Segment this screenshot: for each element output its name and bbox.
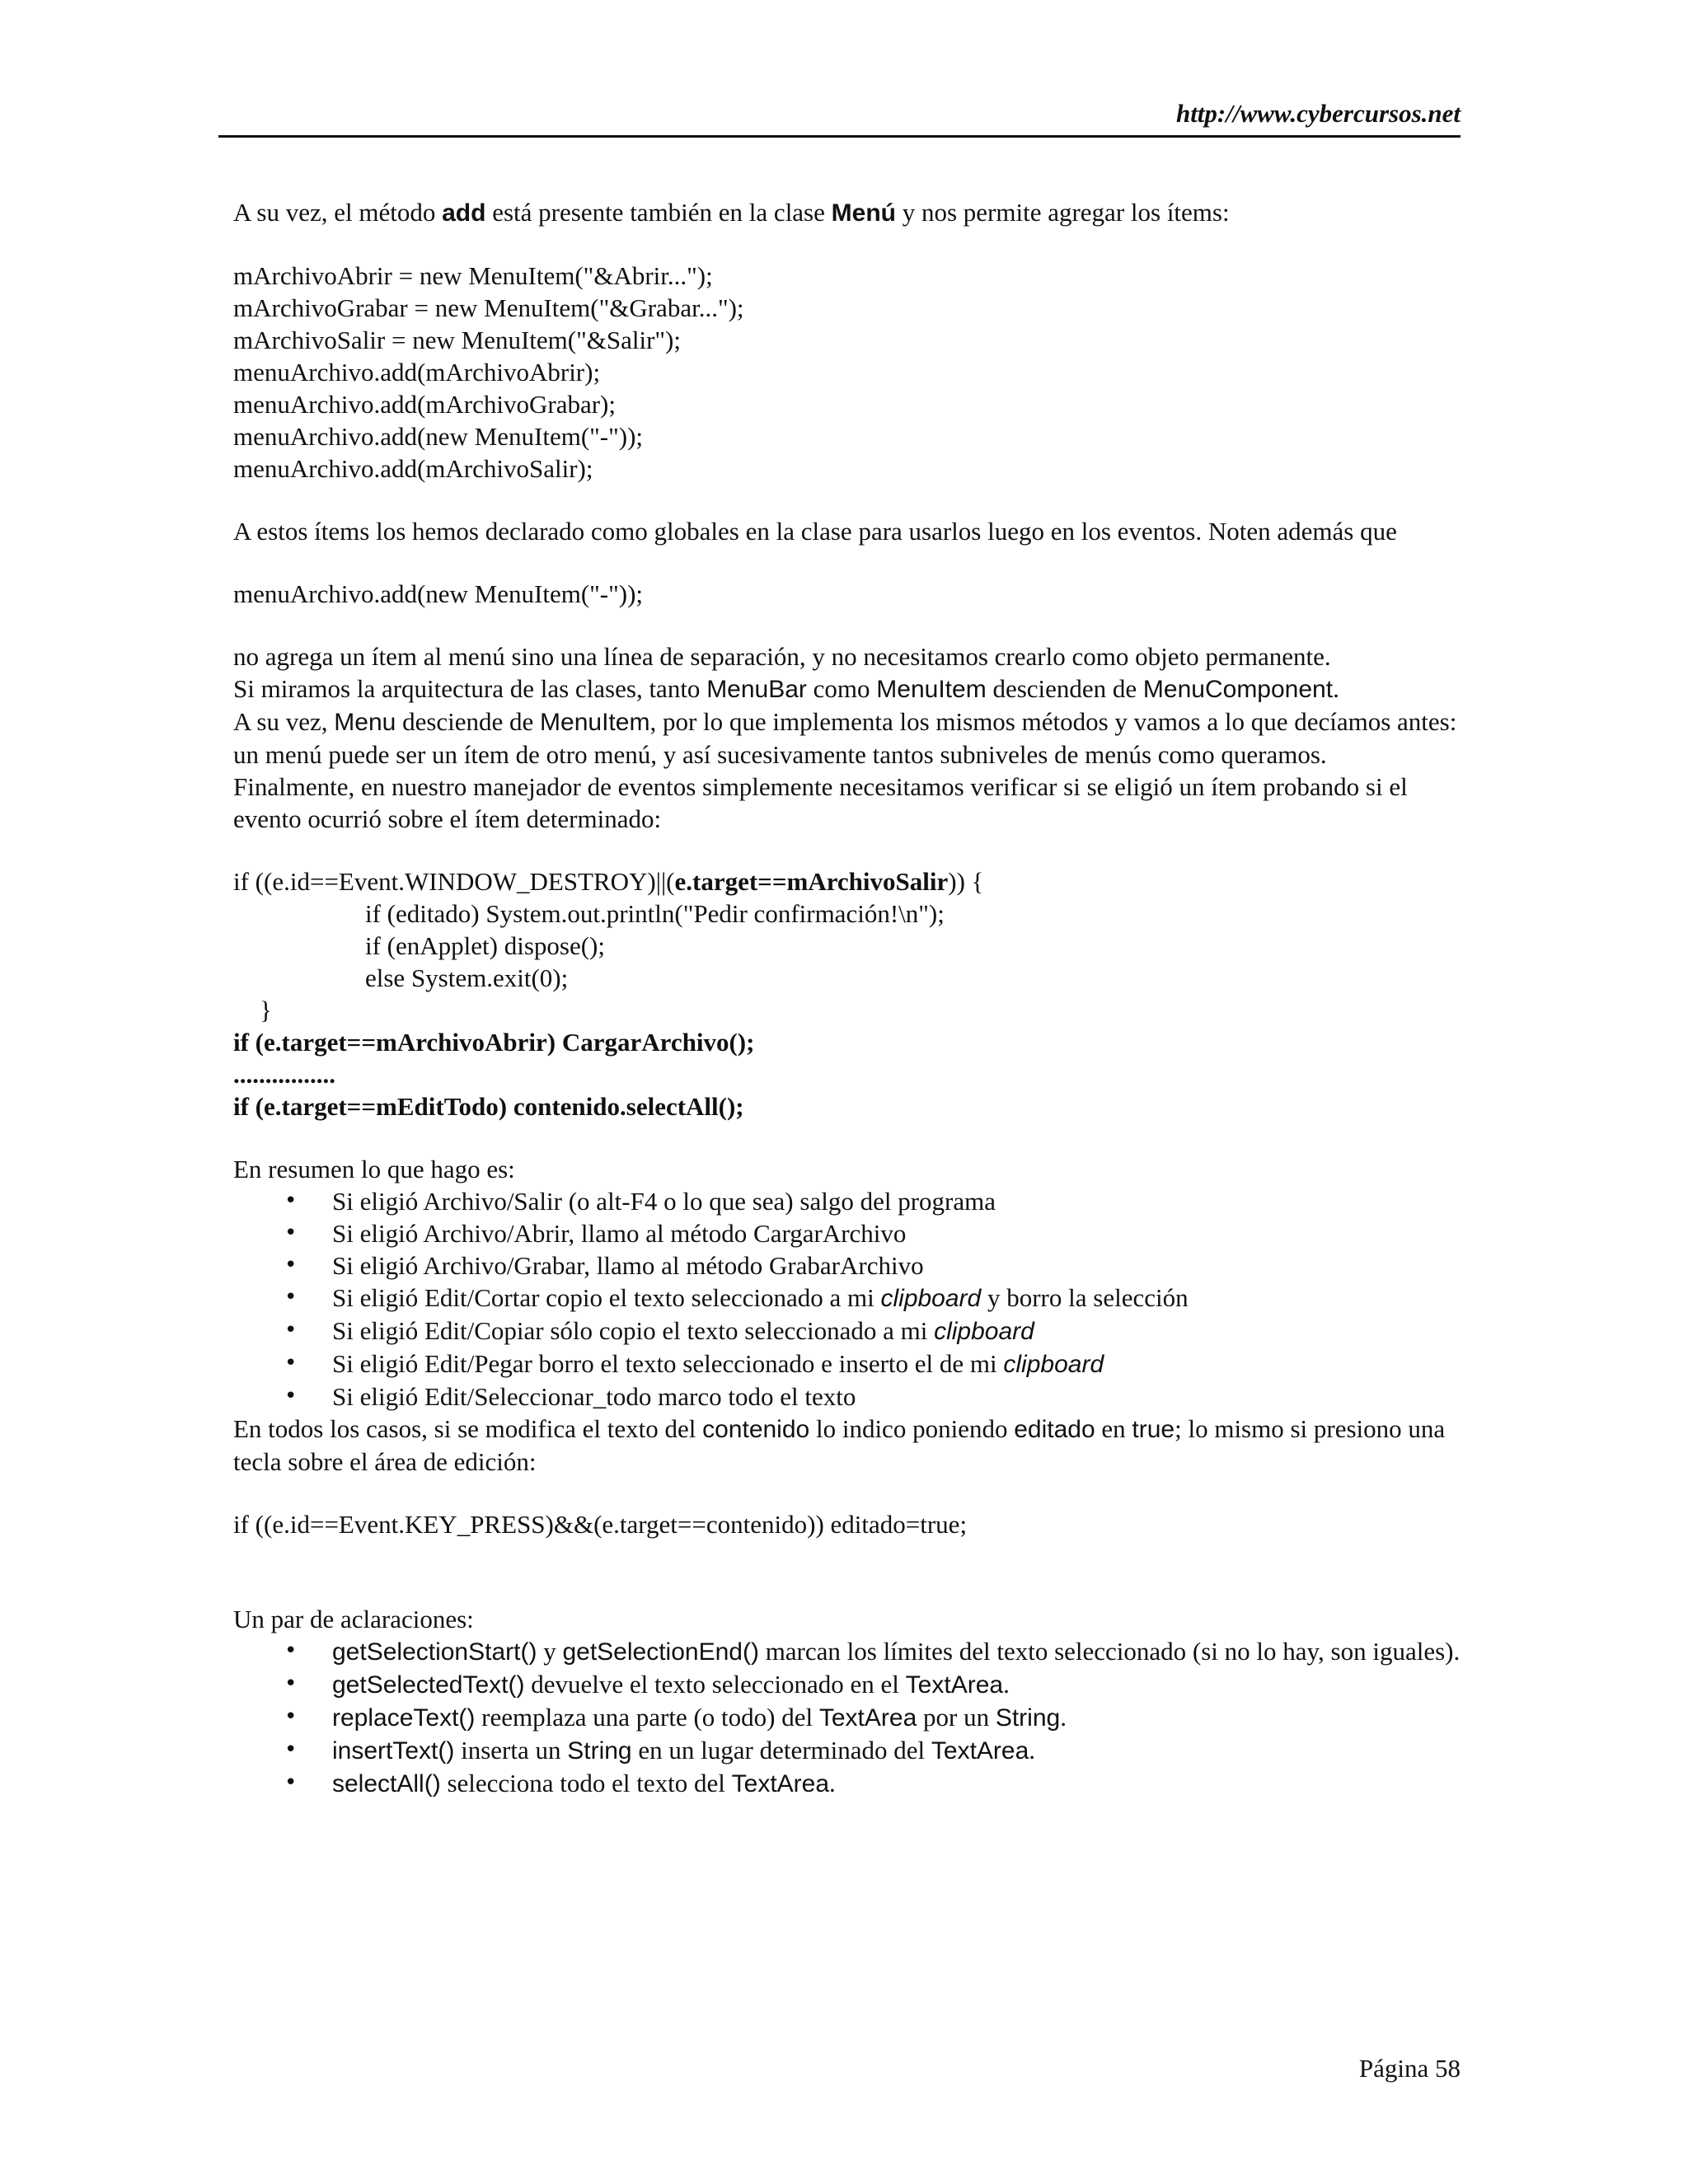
code-block-event-handler xyxy=(233,865,1461,1122)
code-span-bold: e.target==mArchivoSalir xyxy=(674,867,949,896)
list-item-text: selecciona todo el texto del xyxy=(440,1769,732,1797)
spacer xyxy=(233,1540,1461,1603)
list-item-text: devuelve el texto seleccionado en el xyxy=(524,1670,906,1699)
list-item-text: y xyxy=(537,1637,563,1666)
method-name: selectAll() xyxy=(332,1770,441,1797)
text-span: en xyxy=(1095,1414,1132,1443)
notes-list xyxy=(233,1635,1461,1800)
bullet-icon: • xyxy=(284,1285,298,1310)
list-item-text: y borro la selección xyxy=(981,1283,1189,1312)
list-item xyxy=(233,1701,1461,1734)
bullet-icon: • xyxy=(284,1638,298,1663)
list-item xyxy=(233,1734,1461,1767)
code-line: mArchivoAbrir = new MenuItem("&Abrir..."); xyxy=(233,261,713,290)
keyword-menu: Menú xyxy=(831,199,896,227)
code-line: if (editado) System.out.println("Pedir confirmación!\n"); xyxy=(365,899,945,928)
text-span: desciende de xyxy=(396,707,541,736)
code-line: ................ xyxy=(233,1060,335,1089)
code-line: mArchivoGrabar = new MenuItem("&Grabar..."); xyxy=(233,293,744,322)
class-name: TextArea xyxy=(931,1737,1029,1765)
keyword-clipboard: clipboard xyxy=(934,1318,1034,1345)
class-name: String xyxy=(995,1704,1061,1732)
page-header-url: http://www.cybercursos.net xyxy=(1175,99,1461,128)
class-name: TextArea xyxy=(818,1704,917,1732)
list-item-text: Si eligió Edit/Cortar copio el texto seleccionado a mi xyxy=(332,1283,881,1312)
list-item-text: reemplaza una parte (o todo) del xyxy=(475,1703,819,1732)
keyword-true: true xyxy=(1132,1416,1175,1443)
text-span: A su vez, xyxy=(233,707,335,736)
class-menucomponent: MenuComponent xyxy=(1142,676,1334,703)
class-menuitem: MenuItem xyxy=(876,676,987,703)
summary-list xyxy=(233,1185,1461,1413)
text-span: En todos los casos, si se modifica el texto del xyxy=(233,1414,703,1443)
class-menubar: MenuBar xyxy=(706,676,807,703)
list-item xyxy=(233,1282,1461,1315)
code-line: menuArchivo.add(mArchivoAbrir); xyxy=(233,358,601,387)
spacer xyxy=(233,1478,1461,1508)
list-item-text: en un lugar determinado del xyxy=(631,1736,931,1765)
class-name: TextArea xyxy=(731,1770,830,1797)
keyword-editado: editado xyxy=(1014,1416,1095,1443)
bullet-icon: • xyxy=(284,1770,298,1795)
list-item xyxy=(233,1217,1461,1249)
spacer xyxy=(233,610,1461,640)
code-block-menu-items xyxy=(233,260,1461,485)
code-span: if ((e.id==Event.WINDOW_DESTROY)||( xyxy=(233,867,675,896)
text-span: Si miramos la arquitectura de las clases, tanto xyxy=(233,674,707,703)
code-line: menuArchivo.add(new MenuItem("-")); xyxy=(233,422,644,451)
code-span: )) { xyxy=(948,867,984,896)
list-item xyxy=(233,1315,1461,1347)
bullet-icon: • xyxy=(284,1704,298,1729)
list-item-text: . xyxy=(1029,1736,1036,1765)
code-line-separator: menuArchivo.add(new MenuItem("-")); xyxy=(233,579,644,608)
method-name: getSelectionStart() xyxy=(332,1638,537,1666)
list-item xyxy=(233,1668,1461,1701)
intro-text: está presente también en la clase xyxy=(485,198,832,227)
list-item-text: por un xyxy=(917,1703,996,1732)
class-name: String xyxy=(567,1737,632,1765)
list-item xyxy=(233,1249,1461,1282)
keyword-add: add xyxy=(442,199,486,227)
text-span: lo indico poniendo xyxy=(809,1414,1015,1443)
text-line xyxy=(233,673,1461,705)
page-number: Página 58 xyxy=(1358,2054,1461,2083)
header-rule xyxy=(218,135,1461,138)
method-name: getSelectionEnd() xyxy=(562,1638,759,1666)
notes-lead: Un par de aclaraciones: xyxy=(233,1605,474,1633)
intro-text: y nos permite agregar los ítems: xyxy=(895,198,1230,227)
method-name: replaceText() xyxy=(332,1704,476,1732)
bullet-icon: • xyxy=(284,1318,298,1343)
spacer xyxy=(233,485,1461,515)
code-line: else System.exit(0); xyxy=(365,963,569,992)
list-item-text: marcan los límites del texto seleccionado (si no lo hay, son iguales). xyxy=(758,1637,1461,1666)
list-item-text: Si eligió Edit/Copiar sólo copio el texto seleccionado a mi xyxy=(332,1316,935,1345)
bullet-icon: • xyxy=(284,1351,298,1376)
list-item xyxy=(233,1635,1461,1668)
list-item-text: Si eligió Archivo/Abrir, llamo al método CargarArchivo xyxy=(332,1219,907,1248)
text-line: Finalmente, en nuestro manejador de eventos simplemente necesitamos verificar si se eligió un ítem probando si el evento ocurrió sobre el ítem determinado: xyxy=(233,772,1408,833)
code-line-keypress: if ((e.id==Event.KEY_PRESS)&&(e.target==contenido)) editado=true; xyxy=(233,1510,968,1539)
intro-paragraph xyxy=(233,196,1461,229)
text-span: ; lo mismo si presiono una tecla sobre el área de edición: xyxy=(233,1414,1446,1476)
class-menuitem: MenuItem xyxy=(540,709,650,736)
summary-lead: En resumen lo que hago es: xyxy=(233,1155,515,1183)
text-line xyxy=(233,705,1461,771)
spacer xyxy=(233,835,1461,865)
code-line: } xyxy=(260,996,272,1024)
paragraph-architecture xyxy=(233,640,1461,835)
text-span: . xyxy=(1333,674,1339,703)
code-line xyxy=(233,865,1461,898)
list-item-text: Si eligió Archivo/Grabar, llamo al método GrabarArchivo xyxy=(332,1251,924,1280)
text-span: , por lo que implementa los mismos métodos y vamos a lo que decíamos antes: un menú puede ser un ítem de otro menú, y así sucesivamente tantos subniveles de menús como queramos. xyxy=(233,707,1457,769)
list-item xyxy=(233,1767,1461,1800)
list-item xyxy=(233,1380,1461,1413)
bullet-icon: • xyxy=(284,1188,298,1213)
code-line: if (e.target==mArchivoAbrir) CargarArchivo(); xyxy=(233,1028,755,1057)
text-line: no agrega un ítem al menú sino una línea de separación, y no necesitamos crearlo como objeto permanente. xyxy=(233,642,1331,671)
method-name: getSelectedText() xyxy=(332,1671,525,1699)
code-line: if (enApplet) dispose(); xyxy=(365,931,605,960)
bullet-icon: • xyxy=(284,1221,298,1245)
code-line: if (e.target==mEditTodo) contenido.selectAll(); xyxy=(233,1092,744,1121)
code-line: menuArchivo.add(mArchivoGrabar); xyxy=(233,390,616,419)
list-item-text: . xyxy=(829,1769,836,1797)
list-item-text: . xyxy=(1003,1670,1010,1699)
intro-text: A su vez, el método xyxy=(233,198,443,227)
text-span: como xyxy=(806,674,877,703)
code-line: menuArchivo.add(mArchivoSalir); xyxy=(233,454,593,483)
list-item-text: Si eligió Archivo/Salir (o alt-F4 o lo que sea) salgo del programa xyxy=(332,1187,996,1216)
spacer xyxy=(233,1122,1461,1153)
list-item xyxy=(233,1347,1461,1380)
code-line: mArchivoSalir = new MenuItem("&Salir"); xyxy=(233,326,681,354)
list-item-text: inserta un xyxy=(454,1736,568,1765)
bullet-icon: • xyxy=(284,1737,298,1762)
bullet-icon: • xyxy=(284,1384,298,1408)
class-name: TextArea xyxy=(905,1671,1004,1699)
page-content xyxy=(233,196,1461,1800)
spacer xyxy=(233,229,1461,260)
list-item xyxy=(233,1185,1461,1217)
list-item-text: . xyxy=(1060,1703,1067,1732)
bullet-icon: • xyxy=(284,1671,298,1696)
keyword-clipboard: clipboard xyxy=(1003,1351,1104,1378)
keyword-clipboard: clipboard xyxy=(880,1285,982,1312)
paragraph-globals: A estos ítems los hemos declarado como globales en la clase para usarlos luego en los eventos. Noten además que xyxy=(233,517,1397,546)
bullet-icon: • xyxy=(284,1253,298,1277)
method-name: insertText() xyxy=(332,1737,455,1765)
keyword-contenido: contenido xyxy=(702,1416,810,1443)
list-item-text: Si eligió Edit/Seleccionar_todo marco todo el texto xyxy=(332,1382,856,1411)
summary-tail xyxy=(233,1413,1461,1478)
class-menu: Menu xyxy=(334,709,396,736)
spacer xyxy=(233,547,1461,578)
text-span: descienden de xyxy=(986,674,1143,703)
list-item-text: Si eligió Edit/Pegar borro el texto seleccionado e inserto el de mi xyxy=(332,1349,1004,1378)
